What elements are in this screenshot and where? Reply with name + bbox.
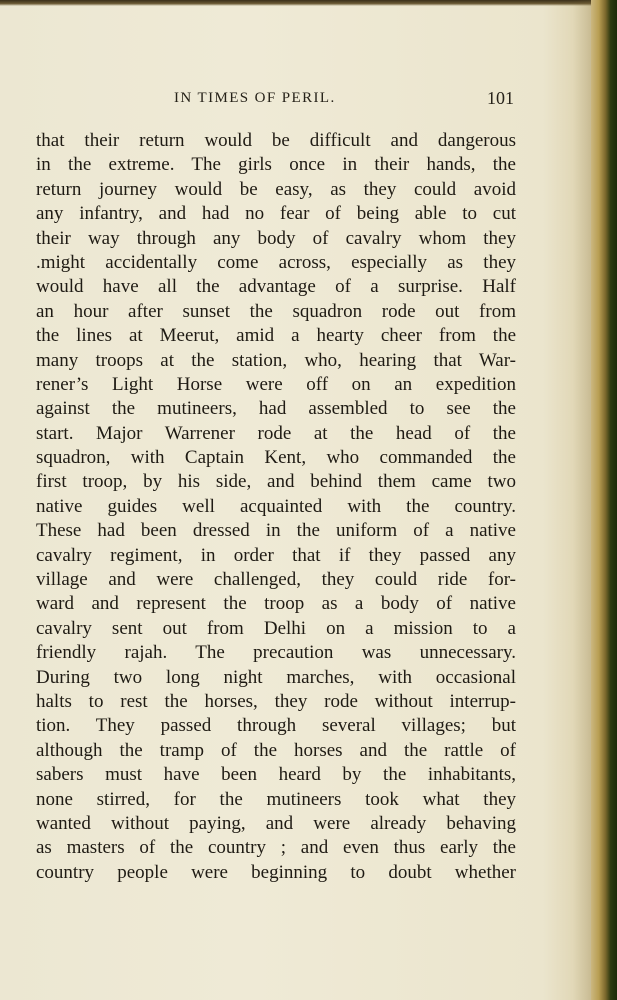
text-line: that their return would be difficult and dangerous <box>36 130 516 151</box>
text-line: wanted without paying, and were already behaving <box>36 812 516 834</box>
text-line: native guides well acquainted with the country. <box>36 495 516 517</box>
text-line: village and were challenged, they could ride for- <box>36 569 516 591</box>
page-top-edge <box>0 0 617 6</box>
page-number: 101 <box>487 88 514 108</box>
text-line: against the mutineers, had assembled to see the <box>36 398 516 420</box>
text-line: ward and represent the troop as a body of native <box>36 593 516 615</box>
text-line: country people were beginning to doubt whether <box>36 861 516 883</box>
text-line: the lines at Meerut, amid a hearty cheer from the <box>36 325 516 347</box>
spine-shadow <box>573 0 591 1000</box>
text-line: in the extreme. The girls once in their hands, the <box>36 154 516 176</box>
text-line: cavalry regiment, in order that if they passed any <box>36 544 516 566</box>
text-line: start. Major Warrener rode at the head of the <box>36 422 516 444</box>
text-line: friendly rajah. The precaution was unnecessary. <box>36 642 516 664</box>
text-line: as masters of the country ; and even thus early the <box>36 837 516 859</box>
text-line: their way through any body of cavalry whom they <box>36 227 516 249</box>
text-line: .might accidentally come across, especially as they <box>36 251 516 273</box>
text-line: squadron, with Captain Kent, who commanded the <box>36 447 516 469</box>
text-line: return journey would be easy, as they could avoid <box>36 178 516 200</box>
text-line: although the tramp of the horses and the rattle of <box>36 739 516 761</box>
text-line: These had been dressed in the uniform of a native <box>36 520 516 542</box>
book-spine <box>591 0 617 1000</box>
text-line: many troops at the station, who, hearing that War- <box>36 349 516 371</box>
text-line: would have all the advantage of a surprise. Half <box>36 276 516 298</box>
body-text <box>36 129 516 885</box>
text-line: none stirred, for the mutineers took what they <box>36 788 516 810</box>
text-line: any infantry, and had no fear of being able to cut <box>36 203 516 225</box>
text-line: an hour after sunset the squadron rode out from <box>36 300 516 322</box>
text-line: sabers must have been heard by the inhabitants, <box>36 764 516 786</box>
text-line: rener’s Light Horse were off on an expedition <box>36 373 516 395</box>
text-line: tion. They passed through several villages; but <box>36 715 516 737</box>
page-header <box>36 88 514 112</box>
text-line: During two long night marches, with occasional <box>36 666 516 688</box>
running-title: IN TIMES OF PERIL. <box>174 90 336 106</box>
text-line: first troop, by his side, and behind them came two <box>36 471 516 493</box>
text-line: halts to rest the horses, they rode without interrup- <box>36 690 516 712</box>
text-line: cavalry sent out from Delhi on a mission to a <box>36 617 516 639</box>
